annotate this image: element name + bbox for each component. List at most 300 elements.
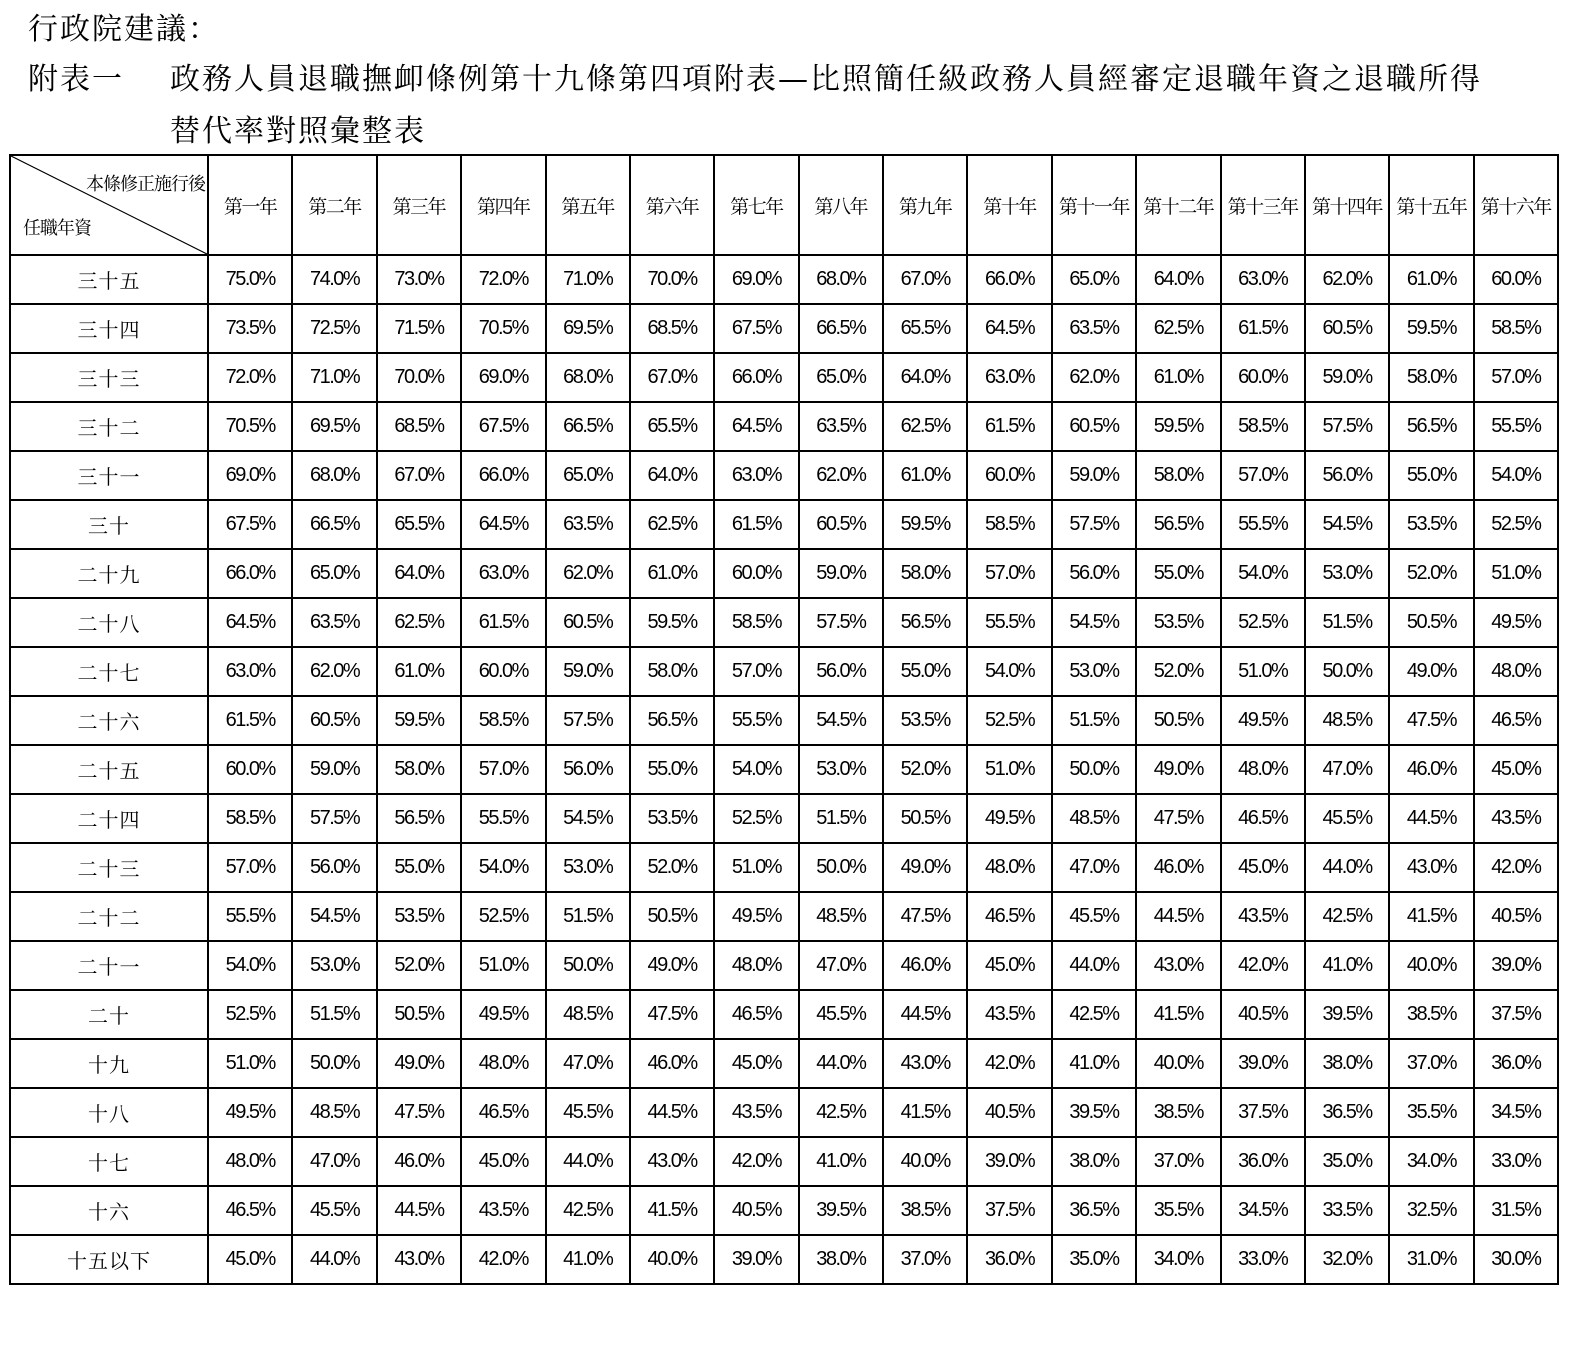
rate-cell: 42.0% [714, 1137, 798, 1186]
table-row [10, 549, 1558, 598]
rate-cell: 53.0% [292, 941, 376, 990]
column-header: 第十六年 [1474, 155, 1558, 255]
rate-cell: 53.5% [883, 696, 967, 745]
rate-cell: 59.5% [883, 500, 967, 549]
row-header: 二十五 [10, 745, 208, 794]
rate-cell: 54.5% [799, 696, 883, 745]
rate-cell: 30.0% [1474, 1235, 1558, 1284]
row-header: 二十三 [10, 843, 208, 892]
rate-cell: 68.5% [630, 304, 714, 353]
rate-cell: 38.0% [1305, 1039, 1389, 1088]
rate-cell: 39.0% [1221, 1039, 1305, 1088]
replacement-rate-table [9, 154, 1559, 1285]
rate-cell: 47.5% [377, 1088, 461, 1137]
rate-cell: 64.5% [967, 304, 1051, 353]
rate-cell: 52.5% [714, 794, 798, 843]
rate-cell: 56.5% [630, 696, 714, 745]
rate-cell: 56.0% [1052, 549, 1136, 598]
rate-cell: 59.0% [1305, 353, 1389, 402]
rate-cell: 59.0% [799, 549, 883, 598]
rate-cell: 48.0% [461, 1039, 545, 1088]
rate-cell: 63.5% [546, 500, 630, 549]
rate-cell: 42.5% [799, 1088, 883, 1137]
rate-cell: 52.0% [1136, 647, 1220, 696]
rate-cell: 57.0% [461, 745, 545, 794]
rate-cell: 44.0% [292, 1235, 376, 1284]
rate-cell: 48.0% [1474, 647, 1558, 696]
rate-cell: 57.0% [1474, 353, 1558, 402]
rate-cell: 64.0% [630, 451, 714, 500]
table-row [10, 598, 1558, 647]
rate-cell: 59.5% [1136, 402, 1220, 451]
rate-cell: 61.0% [883, 451, 967, 500]
rate-cell: 54.0% [714, 745, 798, 794]
rate-cell: 50.0% [292, 1039, 376, 1088]
rate-cell: 48.0% [1221, 745, 1305, 794]
rate-cell: 51.0% [208, 1039, 292, 1088]
row-header: 十八 [10, 1088, 208, 1137]
rate-cell: 61.5% [461, 598, 545, 647]
rate-cell: 63.0% [461, 549, 545, 598]
rate-cell: 62.0% [1052, 353, 1136, 402]
rate-cell: 57.0% [714, 647, 798, 696]
table-row [10, 794, 1558, 843]
row-header: 二十四 [10, 794, 208, 843]
rate-cell: 62.5% [1136, 304, 1220, 353]
rate-cell: 47.5% [883, 892, 967, 941]
rate-cell: 47.0% [799, 941, 883, 990]
rate-cell: 37.0% [883, 1235, 967, 1284]
rate-cell: 59.0% [1052, 451, 1136, 500]
rate-cell: 60.0% [208, 745, 292, 794]
rate-cell: 67.0% [377, 451, 461, 500]
rate-cell: 65.5% [630, 402, 714, 451]
rate-cell: 38.5% [1136, 1088, 1220, 1137]
rate-cell: 60.5% [1052, 402, 1136, 451]
table-row [10, 353, 1558, 402]
rate-cell: 46.0% [1389, 745, 1473, 794]
rate-cell: 49.0% [1389, 647, 1473, 696]
rate-cell: 40.0% [883, 1137, 967, 1186]
table-row [10, 892, 1558, 941]
rate-cell: 34.5% [1474, 1088, 1558, 1137]
rate-cell: 43.0% [630, 1137, 714, 1186]
rate-cell: 38.0% [799, 1235, 883, 1284]
column-header: 第一年 [208, 155, 292, 255]
rate-cell: 38.0% [1052, 1137, 1136, 1186]
rate-cell: 70.5% [461, 304, 545, 353]
rate-cell: 41.0% [1305, 941, 1389, 990]
rate-cell: 46.5% [1474, 696, 1558, 745]
rate-cell: 64.5% [208, 598, 292, 647]
rate-cell: 48.5% [546, 990, 630, 1039]
rate-cell: 51.0% [1221, 647, 1305, 696]
column-header: 第七年 [714, 155, 798, 255]
table-row [10, 990, 1558, 1039]
rate-cell: 71.0% [546, 255, 630, 304]
rate-cell: 43.5% [1474, 794, 1558, 843]
rate-cell: 44.5% [1389, 794, 1473, 843]
rate-cell: 54.0% [1221, 549, 1305, 598]
rate-cell: 66.5% [546, 402, 630, 451]
rate-cell: 57.0% [208, 843, 292, 892]
row-header: 三十五 [10, 255, 208, 304]
rate-cell: 45.0% [461, 1137, 545, 1186]
rate-cell: 52.5% [208, 990, 292, 1039]
table-row [10, 451, 1558, 500]
rate-cell: 53.5% [1136, 598, 1220, 647]
rate-cell: 42.5% [1305, 892, 1389, 941]
rate-cell: 50.5% [630, 892, 714, 941]
rate-cell: 54.5% [292, 892, 376, 941]
rate-cell: 33.0% [1474, 1137, 1558, 1186]
rate-cell: 49.0% [883, 843, 967, 892]
rate-cell: 45.5% [292, 1186, 376, 1235]
header-row [10, 155, 1558, 255]
rate-cell: 53.5% [377, 892, 461, 941]
table-row [10, 1186, 1558, 1235]
rate-cell: 49.5% [714, 892, 798, 941]
rate-cell: 59.5% [630, 598, 714, 647]
rate-cell: 46.5% [208, 1186, 292, 1235]
table-row [10, 1039, 1558, 1088]
rate-cell: 65.0% [1052, 255, 1136, 304]
rate-cell: 40.5% [1221, 990, 1305, 1039]
rate-cell: 45.5% [1305, 794, 1389, 843]
rate-cell: 54.5% [1052, 598, 1136, 647]
corner-header-cell [10, 155, 208, 255]
rate-cell: 47.0% [1305, 745, 1389, 794]
rate-cell: 55.0% [883, 647, 967, 696]
rate-cell: 36.0% [967, 1235, 1051, 1284]
rate-cell: 43.0% [1136, 941, 1220, 990]
row-header: 三十四 [10, 304, 208, 353]
rate-cell: 52.0% [377, 941, 461, 990]
rate-cell: 58.5% [714, 598, 798, 647]
rate-cell: 58.0% [1389, 353, 1473, 402]
rate-cell: 60.0% [714, 549, 798, 598]
rate-cell: 55.5% [967, 598, 1051, 647]
rate-cell: 53.0% [1052, 647, 1136, 696]
rate-cell: 32.5% [1389, 1186, 1473, 1235]
table-row [10, 1088, 1558, 1137]
rate-cell: 46.5% [1221, 794, 1305, 843]
rate-cell: 48.0% [967, 843, 1051, 892]
rate-cell: 67.5% [714, 304, 798, 353]
rate-cell: 66.0% [461, 451, 545, 500]
rate-cell: 39.5% [1052, 1088, 1136, 1137]
rate-cell: 31.0% [1389, 1235, 1473, 1284]
rate-cell: 71.0% [292, 353, 376, 402]
rate-cell: 59.5% [377, 696, 461, 745]
rate-cell: 70.0% [630, 255, 714, 304]
rate-cell: 61.0% [1136, 353, 1220, 402]
rate-cell: 57.5% [546, 696, 630, 745]
rate-cell: 60.5% [546, 598, 630, 647]
table-row [10, 647, 1558, 696]
rate-cell: 51.0% [1474, 549, 1558, 598]
rate-cell: 46.5% [714, 990, 798, 1039]
rate-cell: 46.5% [967, 892, 1051, 941]
rate-cell: 54.0% [461, 843, 545, 892]
rate-cell: 59.0% [292, 745, 376, 794]
rate-cell: 56.0% [1305, 451, 1389, 500]
rate-cell: 41.5% [1136, 990, 1220, 1039]
rate-cell: 72.5% [292, 304, 376, 353]
rate-cell: 45.0% [714, 1039, 798, 1088]
rate-cell: 44.0% [546, 1137, 630, 1186]
table-row [10, 941, 1558, 990]
rate-cell: 75.0% [208, 255, 292, 304]
rate-cell: 49.5% [1221, 696, 1305, 745]
rate-cell: 47.0% [1052, 843, 1136, 892]
rate-cell: 51.0% [714, 843, 798, 892]
rate-cell: 66.0% [714, 353, 798, 402]
column-header: 第八年 [799, 155, 883, 255]
rate-cell: 40.5% [967, 1088, 1051, 1137]
rate-cell: 39.5% [1305, 990, 1389, 1039]
rate-cell: 67.5% [461, 402, 545, 451]
rate-cell: 54.5% [546, 794, 630, 843]
rate-cell: 43.0% [377, 1235, 461, 1284]
column-header: 第五年 [546, 155, 630, 255]
rate-cell: 45.5% [799, 990, 883, 1039]
rate-cell: 66.0% [967, 255, 1051, 304]
row-header: 二十二 [10, 892, 208, 941]
rate-cell: 52.0% [630, 843, 714, 892]
rate-cell: 45.0% [208, 1235, 292, 1284]
column-header: 第二年 [292, 155, 376, 255]
rate-cell: 69.0% [208, 451, 292, 500]
column-header: 第三年 [377, 155, 461, 255]
rate-cell: 63.0% [967, 353, 1051, 402]
rate-cell: 64.0% [883, 353, 967, 402]
column-header: 第十年 [967, 155, 1051, 255]
rate-cell: 41.5% [883, 1088, 967, 1137]
row-header: 三十一 [10, 451, 208, 500]
row-header: 三十三 [10, 353, 208, 402]
rate-cell: 47.5% [630, 990, 714, 1039]
rate-cell: 55.5% [1221, 500, 1305, 549]
rate-cell: 70.0% [377, 353, 461, 402]
rate-cell: 59.0% [546, 647, 630, 696]
rate-cell: 47.0% [546, 1039, 630, 1088]
table-title-text: 政務人員退職撫卹條例第十九條第四項附表—比照簡任級政務人員經審定退職年資之退職所得 [170, 62, 1482, 97]
rate-cell: 53.0% [1305, 549, 1389, 598]
table-row [10, 255, 1558, 304]
rate-cell: 74.0% [292, 255, 376, 304]
rate-cell: 58.0% [630, 647, 714, 696]
rate-cell: 46.0% [377, 1137, 461, 1186]
rate-cell: 44.0% [1052, 941, 1136, 990]
table-title-line-1 [28, 60, 1482, 100]
rate-cell: 47.5% [1136, 794, 1220, 843]
rate-cell: 70.5% [208, 402, 292, 451]
rate-cell: 46.0% [1136, 843, 1220, 892]
rate-cell: 50.0% [799, 843, 883, 892]
table-row [10, 1235, 1558, 1284]
rate-cell: 58.0% [883, 549, 967, 598]
rate-cell: 73.0% [377, 255, 461, 304]
rate-cell: 61.5% [1221, 304, 1305, 353]
column-header: 第十一年 [1052, 155, 1136, 255]
rate-cell: 65.0% [799, 353, 883, 402]
rate-cell: 39.0% [1474, 941, 1558, 990]
rate-cell: 42.0% [1221, 941, 1305, 990]
row-header: 十六 [10, 1186, 208, 1235]
rate-cell: 62.0% [546, 549, 630, 598]
rate-cell: 50.5% [377, 990, 461, 1039]
table-label: 附表一 [28, 62, 124, 97]
rate-cell: 41.0% [799, 1137, 883, 1186]
rate-cell: 44.0% [1305, 843, 1389, 892]
row-header: 十七 [10, 1137, 208, 1186]
rate-cell: 64.0% [1136, 255, 1220, 304]
rate-cell: 56.5% [377, 794, 461, 843]
rate-cell: 66.0% [208, 549, 292, 598]
rate-cell: 51.5% [799, 794, 883, 843]
rate-cell: 43.5% [461, 1186, 545, 1235]
rate-cell: 42.5% [546, 1186, 630, 1235]
rate-cell: 68.0% [292, 451, 376, 500]
rate-cell: 36.0% [1221, 1137, 1305, 1186]
rate-cell: 56.5% [1389, 402, 1473, 451]
rate-cell: 37.5% [1221, 1088, 1305, 1137]
rate-cell: 56.5% [1136, 500, 1220, 549]
rate-cell: 50.0% [1052, 745, 1136, 794]
rate-cell: 53.5% [630, 794, 714, 843]
rate-cell: 61.0% [1389, 255, 1473, 304]
rate-cell: 39.5% [799, 1186, 883, 1235]
rate-cell: 53.0% [546, 843, 630, 892]
rate-cell: 44.5% [377, 1186, 461, 1235]
rate-cell: 60.0% [1474, 255, 1558, 304]
rate-cell: 57.5% [1305, 402, 1389, 451]
rate-cell: 36.5% [1305, 1088, 1389, 1137]
rate-cell: 61.0% [377, 647, 461, 696]
rate-cell: 73.5% [208, 304, 292, 353]
row-header: 二十八 [10, 598, 208, 647]
rate-cell: 51.5% [1052, 696, 1136, 745]
column-header: 第十三年 [1221, 155, 1305, 255]
rate-cell: 50.0% [546, 941, 630, 990]
rate-cell: 31.5% [1474, 1186, 1558, 1235]
rate-cell: 57.5% [292, 794, 376, 843]
rate-cell: 42.5% [1052, 990, 1136, 1039]
rate-cell: 49.5% [967, 794, 1051, 843]
page-heading: 行政院建議： [28, 12, 220, 47]
rate-cell: 52.5% [1221, 598, 1305, 647]
rate-cell: 41.5% [1389, 892, 1473, 941]
column-header: 第六年 [630, 155, 714, 255]
corner-column-axis-label: 本條修正施行後 [86, 174, 205, 194]
rate-cell: 61.0% [630, 549, 714, 598]
rate-cell: 38.5% [1389, 990, 1473, 1039]
rate-cell: 46.0% [883, 941, 967, 990]
rate-cell: 39.0% [967, 1137, 1051, 1186]
rate-cell: 72.0% [208, 353, 292, 402]
rate-cell: 67.5% [208, 500, 292, 549]
table-row [10, 304, 1558, 353]
table-row [10, 402, 1558, 451]
column-header: 第十四年 [1305, 155, 1389, 255]
rate-cell: 58.5% [967, 500, 1051, 549]
rate-cell: 50.5% [1136, 696, 1220, 745]
table-body [10, 255, 1558, 1284]
rate-cell: 34.0% [1136, 1235, 1220, 1284]
rate-cell: 45.5% [1052, 892, 1136, 941]
rate-cell: 44.5% [1136, 892, 1220, 941]
rate-cell: 40.0% [630, 1235, 714, 1284]
rate-cell: 39.0% [714, 1235, 798, 1284]
row-header: 三十 [10, 500, 208, 549]
row-header: 三十二 [10, 402, 208, 451]
rate-cell: 45.0% [1474, 745, 1558, 794]
rate-cell: 58.0% [377, 745, 461, 794]
rate-cell: 57.5% [799, 598, 883, 647]
table-row [10, 500, 1558, 549]
rate-cell: 68.5% [377, 402, 461, 451]
rate-cell: 62.0% [292, 647, 376, 696]
rate-cell: 54.5% [1305, 500, 1389, 549]
rate-cell: 49.5% [461, 990, 545, 1039]
column-header: 第四年 [461, 155, 545, 255]
rate-cell: 69.5% [546, 304, 630, 353]
rate-cell: 69.5% [292, 402, 376, 451]
rate-cell: 43.5% [967, 990, 1051, 1039]
rate-cell: 62.5% [883, 402, 967, 451]
rate-cell: 46.0% [630, 1039, 714, 1088]
rate-cell: 46.5% [461, 1088, 545, 1137]
row-header: 十五以下 [10, 1235, 208, 1284]
rate-cell: 42.0% [967, 1039, 1051, 1088]
rate-cell: 44.5% [883, 990, 967, 1039]
rate-cell: 55.0% [1136, 549, 1220, 598]
rate-cell: 63.0% [714, 451, 798, 500]
rate-cell: 40.5% [714, 1186, 798, 1235]
rate-cell: 37.0% [1389, 1039, 1473, 1088]
rate-cell: 64.0% [377, 549, 461, 598]
rate-cell: 43.5% [1221, 892, 1305, 941]
rate-cell: 50.5% [883, 794, 967, 843]
rate-cell: 61.5% [208, 696, 292, 745]
rate-cell: 60.5% [1305, 304, 1389, 353]
rate-cell: 48.5% [799, 892, 883, 941]
rate-cell: 67.0% [883, 255, 967, 304]
rate-cell: 52.5% [1474, 500, 1558, 549]
rate-cell: 58.5% [1474, 304, 1558, 353]
rate-cell: 67.0% [630, 353, 714, 402]
rate-cell: 57.0% [1221, 451, 1305, 500]
rate-cell: 34.0% [1389, 1137, 1473, 1186]
row-header: 二十七 [10, 647, 208, 696]
rate-cell: 32.0% [1305, 1235, 1389, 1284]
rate-cell: 69.0% [461, 353, 545, 402]
table-row [10, 843, 1558, 892]
rate-cell: 43.0% [883, 1039, 967, 1088]
rate-cell: 58.5% [461, 696, 545, 745]
row-header: 二十一 [10, 941, 208, 990]
row-header: 二十九 [10, 549, 208, 598]
rate-cell: 49.5% [1474, 598, 1558, 647]
rate-cell: 49.0% [377, 1039, 461, 1088]
rate-cell: 41.0% [1052, 1039, 1136, 1088]
rate-cell: 33.5% [1305, 1186, 1389, 1235]
rate-cell: 62.5% [630, 500, 714, 549]
rate-cell: 49.0% [1136, 745, 1220, 794]
rate-cell: 42.0% [461, 1235, 545, 1284]
table-title-line-2: 替代率對照彙整表 [170, 114, 426, 149]
